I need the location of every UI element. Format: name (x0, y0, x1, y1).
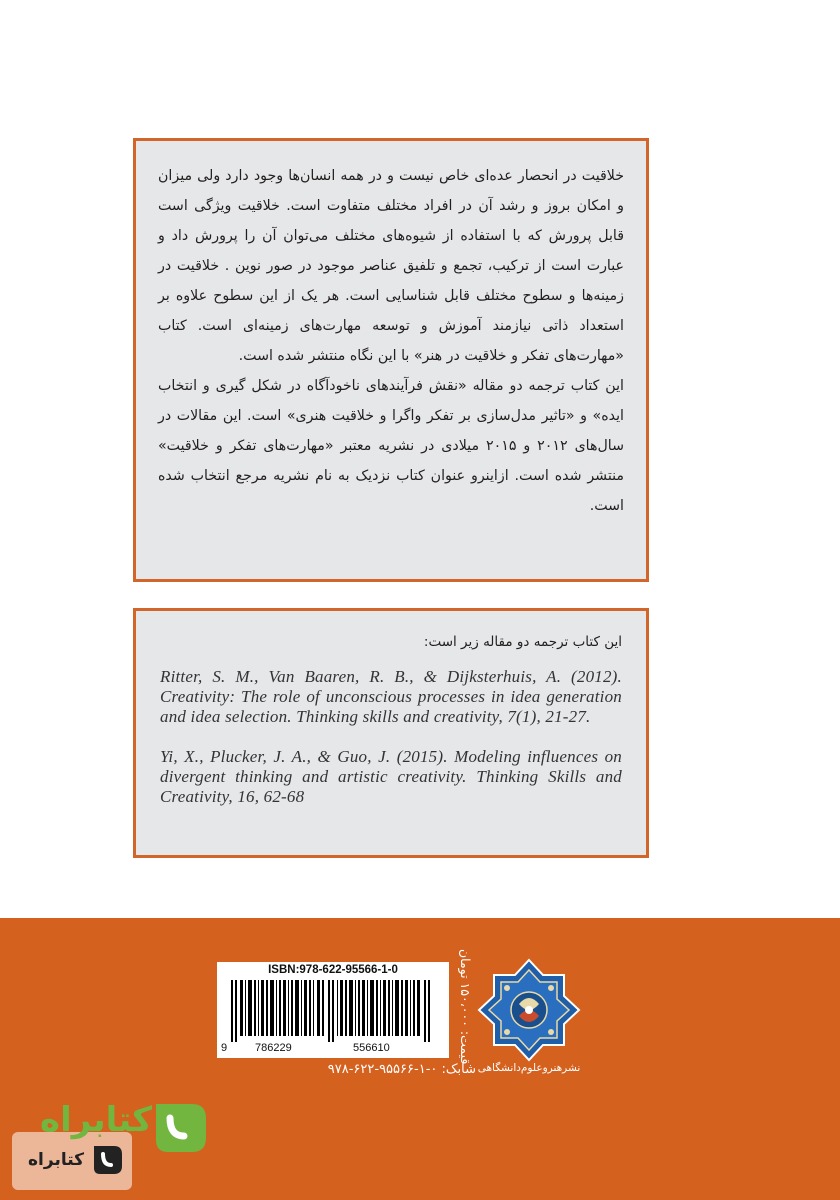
barcode-group-1: 786229 (255, 1042, 292, 1054)
publisher-emblem-icon (475, 958, 583, 1062)
summary-text (158, 161, 624, 521)
isbn-label: ISBN:978-622-95566-1-0 (268, 964, 398, 976)
summary-panel (133, 138, 649, 582)
summary-paragraph-1: خلاقیت در انحصار عده‌ای خاص نیست و در همه انسان‌ها وجود دارد ولی میزان و امکان بروز و رشد آن در افراد مختلف متفاوت است. خلاقیت ویژگی است قابل پرورش که با استفاده از شیوه‌های مختلف می‌توان آن را پرورش داد و عبارت است از ترکیب، تجمع و تلفیق عناصر موجود در صور نوین . خلاقیت در زمینه‌ها و سطوح مختلف قابل شناسایی است. هر یک از این سطوح علاوه بر استعداد ذاتی نیازمند آموزش و توسعه مهارت‌های زمینه‌ای است. کتاب «مهارت‌های تفکر و خلاقیت در هنر» با این نگاه منتشر شده است. (158, 168, 624, 364)
watermark-text-small: کتابراه (28, 1150, 85, 1170)
barcode-bars (231, 980, 435, 1042)
ketabrah-logo-icon (148, 1098, 212, 1158)
isbn-barcode (217, 962, 449, 1058)
shabak-label: شابک: ۰-۱-۹۵۵۶۶-۶۲۲-۹۷۸ (327, 1062, 476, 1077)
reference-1: Ritter, S. M., Van Baaren, R. B., & Dijksterhuis, A. (2012). Creativity: The role of unconscious processes in idea generation and idea selection. Thinking skills and creativity, 7(1), 21-27. (160, 667, 622, 726)
ketabrah-small-logo-icon (90, 1142, 126, 1178)
summary-paragraph-2: این کتاب ترجمه دو مقاله «نقش فرآیندهای ناخودآگاه در شکل گیری و انتخاب ایده» و «تاثیر مدل‌سازی بر تفکر واگرا و خلاقیت هنری» است. این مقالات در سال‌های ۲۰۱۲ و ۲۰۱۵ میلادی در نشریه معتبر «مهارت‌های تفکر و خلاقیت» منتشر شده است. ازاینرو عنوان کتاب نزدیک به نام نشریه مرجع انتخاب شده است. (158, 378, 624, 514)
watermark-text-large: کتابراه (40, 1100, 153, 1140)
publisher-name: نشرهنرو‌علوم‌دانشگاهی (477, 1062, 581, 1074)
barcode-left-digit: 9 (221, 1042, 228, 1054)
references-intro: این کتاب ترجمه دو مقاله زیر است: (423, 634, 622, 650)
references-panel (133, 608, 649, 858)
price-label: قیمت: ۱۵۰،۰۰۰ تومان (458, 948, 473, 1064)
reference-2: Yi, X., Plucker, J. A., & Guo, J. (2015). Modeling influences on divergent thinking and artistic creativity. Thinking Skills and Creativity, 16, 62-68 (160, 747, 622, 806)
barcode-group-2: 556610 (353, 1042, 390, 1054)
